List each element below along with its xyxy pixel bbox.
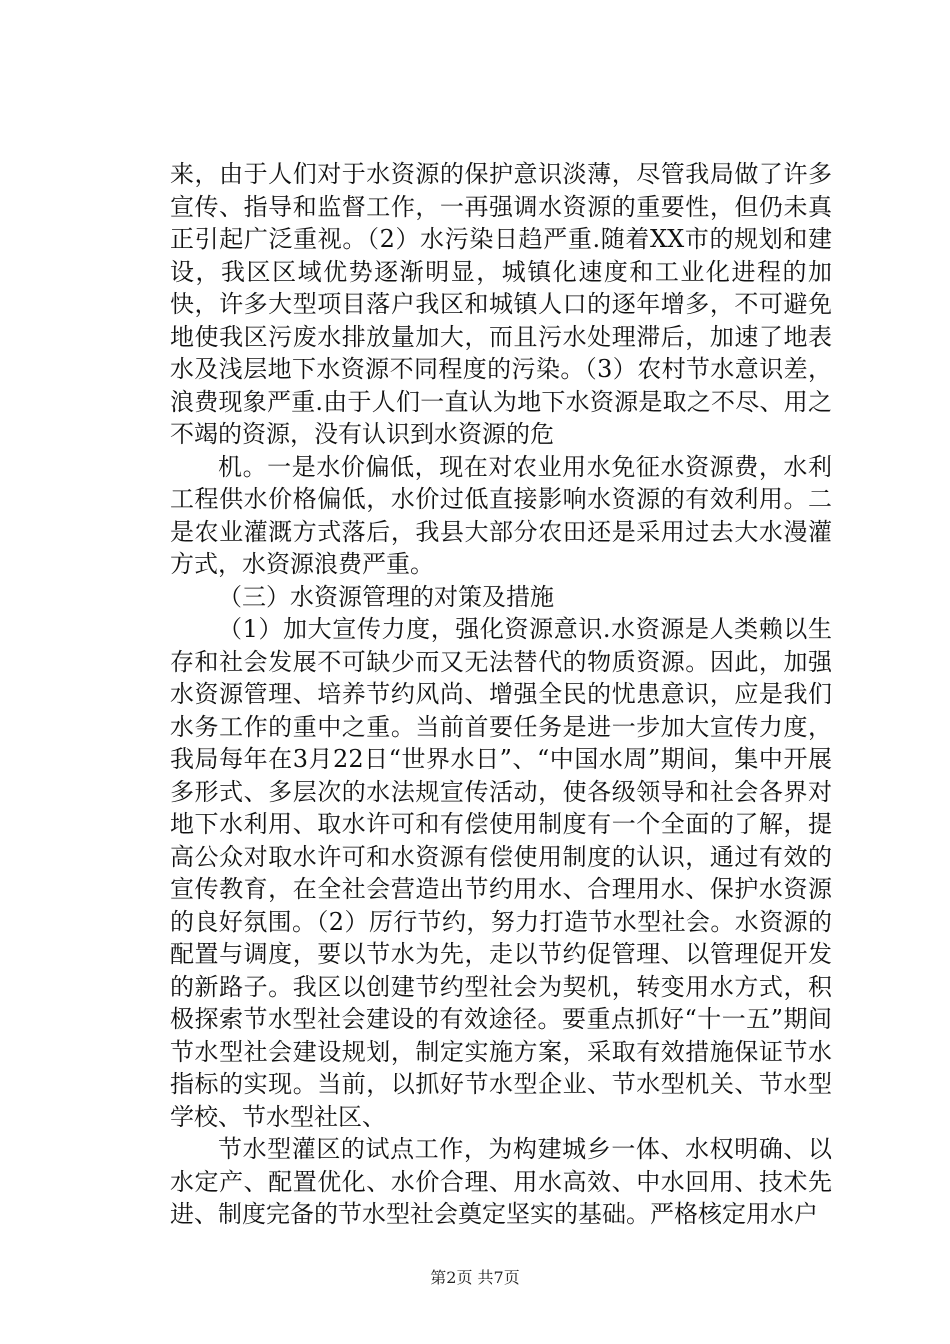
paragraph-water-price: 机。一是水价偏低，现在对农业用水免征水资源费，水利工程供水价格偏低，水价过低直接影响水资源的有效利用。二是农业灌溉方式落后，我县大部分农田还是采用过去大水漫灌方式，水资源浪费严重。 — [170, 452, 832, 578]
paragraph-continuation: 来，由于人们对于水资源的保护意识淡薄，尽管我局做了许多宣传、指导和监督工作，一再强调水资源的重要性，但仍未真正引起广泛重视。（2）水污染日趋严重.随着XX市的规划和建设，我区区域优势逐渐明显，城镇化速度和工业化进程的加快，许多大型项目落户我区和城镇人口的逐年增多，不可避免地使我区污废水排放量加大，而且污水处理滞后，加速了地表水及浅层地下水资源不同程度的污染。（3）农村节水意识差，浪费现象严重.由于人们一直认为地下水资源是取之不尽、用之不竭的资源，没有认识到水资源的危 — [170, 160, 832, 448]
page-number-footer: 第2页 共7页 — [430, 1268, 520, 1287]
paragraph-irrigation-pilot: 节水型灌区的试点工作，为构建城乡一体、水权明确、以水定产、配置优化、水价合理、用水高效、中水回用、技术先进、制度完备的节水型社会奠定坚实的基础。严格核定用水户 — [170, 1135, 832, 1228]
section-heading: （三）水资源管理的对策及措施 — [218, 582, 554, 611]
paragraph-measures: （1）加大宣传力度，强化资源意识.水资源是人类赖以生存和社会发展不可缺少而又无法替代的物质资源。因此，加强水资源管理、培养节约风尚、增强全民的忧患意识，应是我们水务工作的重中之重。当前首要任务是进一步加大宣传力度，我局每年在3月22日“世界水日”、“中国水周”期间，集中开展多形式、多层次的水法规宣传活动，使各级领导和社会各界对地下水利用、取水许可和有偿使用制度有一个全面的了解，提高公众对取水许可和水资源有偿使用制度的认识，通过有效的宣传教育，在全社会营造出节约用水、合理用水、保护水资源的良好氛围。（2）厉行节约，努力打造节水型社会。水资源的配置与调度，要以节水为先，走以节约促管理、以管理促开发的新路子。我区以创建节约型社会为契机，转变用水方式，积极探索节水型社会建设的有效途径。要重点抓好“十一五”期间节水型社会建设规划，制定实施方案，采取有效措施保证节水指标的实现。当前，以抓好节水型企业、节水型机关、节水型学校、节水型社区、 — [170, 615, 832, 1131]
document-body — [170, 158, 832, 1231]
